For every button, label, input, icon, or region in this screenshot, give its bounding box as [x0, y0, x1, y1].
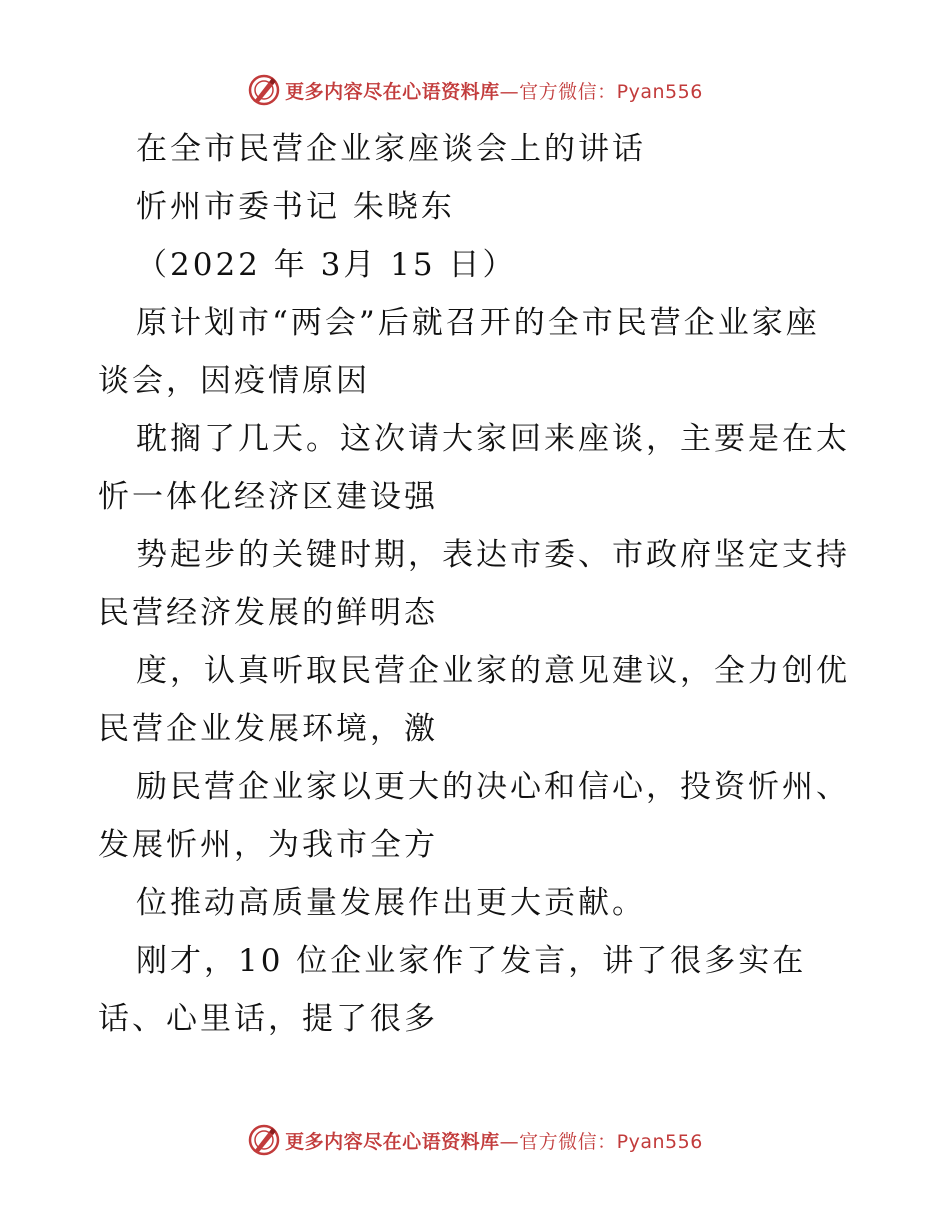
watermark-text [285, 77, 703, 104]
paragraph-line: 忻一体化经济区建设强 [98, 479, 438, 515]
paragraph-line: 话、心里话，提了很多 [98, 1001, 438, 1037]
watermark-wechat: —官方微信：Pyan556 [499, 80, 703, 103]
paragraph-line: 刚才，10 位企业家作了发言，讲了很多实在 [136, 943, 807, 979]
speech-title: 在全市民营企业家座谈会上的讲话 [136, 131, 646, 167]
watermark-lead: 更多内容尽在心语资料库 [285, 80, 500, 103]
header-watermark-banner [0, 70, 950, 110]
paragraph-line: 耽搁了几天。这次请大家回来座谈，主要是在太 [136, 421, 850, 457]
paragraph-line: 原计划市“两会”后就召开的全市民营企业家座 [136, 305, 820, 341]
paragraph-line: 民营企业发展环境，激 [98, 711, 438, 747]
paragraph-line: 发展忻州，为我市全方 [98, 827, 438, 863]
footer-watermark-banner [0, 1120, 950, 1160]
paragraph-line: 民营经济发展的鲜明态 [98, 595, 438, 631]
paragraph-line: 谈会，因疫情原因 [98, 363, 370, 399]
watermark-lead: 更多内容尽在心语资料库 [285, 1130, 500, 1153]
pen-logo-icon [247, 73, 281, 107]
paragraph-line: 励民营企业家以更大的决心和信心，投资忻州、 [136, 769, 850, 805]
paragraph-line: 度，认真听取民营企业家的意见建议，全力创优 [136, 653, 850, 689]
watermark-wechat: —官方微信：Pyan556 [499, 1130, 703, 1153]
pen-logo-icon [247, 1123, 281, 1157]
watermark-text [285, 1127, 703, 1154]
paragraph-line: 位推动高质量发展作出更大贡献。 [136, 885, 646, 921]
paragraph-line: 势起步的关键时期，表达市委、市政府坚定支持 [136, 537, 850, 573]
speech-document [98, 120, 858, 1048]
speaker-line: 忻州市委书记 朱晓东 [136, 189, 455, 225]
date-line: （2022 年 3月 15 日） [136, 247, 517, 283]
